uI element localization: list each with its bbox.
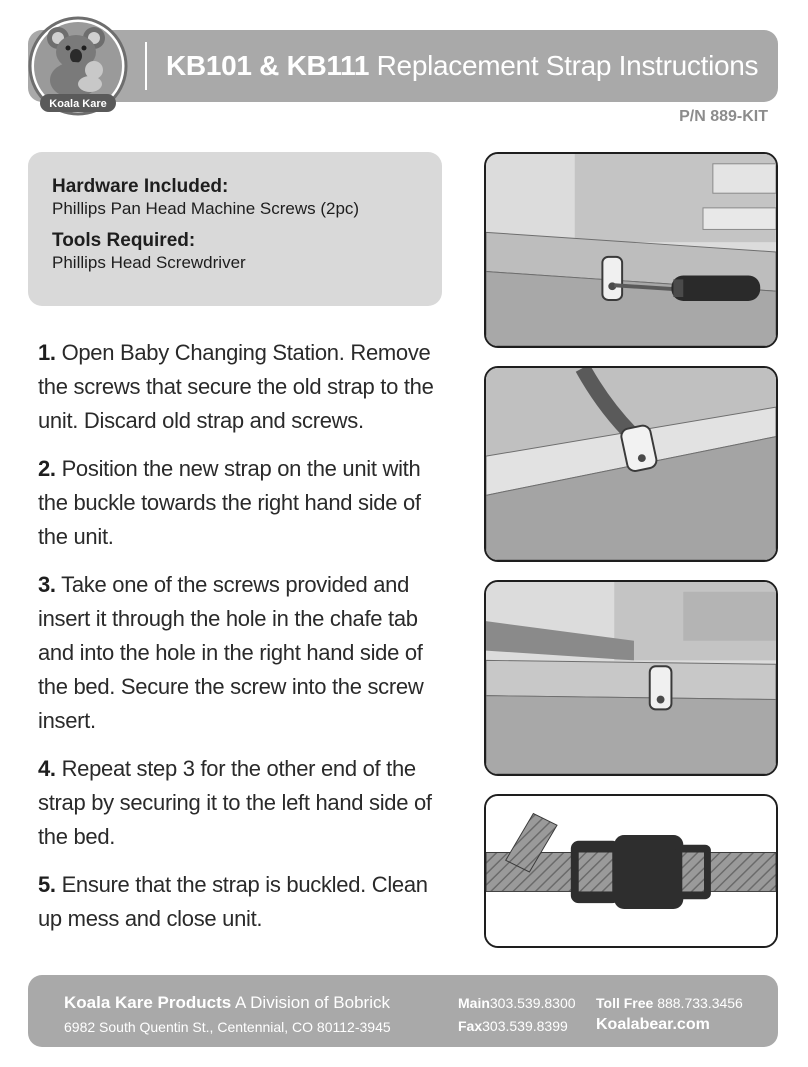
footer-address: 6982 South Quentin St., Centennial, CO 80112-3945 bbox=[64, 1019, 391, 1035]
unit-screwdriver-illustration bbox=[486, 154, 776, 346]
step-text: Take one of the screws provided and insert it through the hole in the chafe tab and into the hole in the right hand side of the bed. Secure the screw into the screw insert. bbox=[38, 572, 424, 733]
step-2 bbox=[38, 452, 438, 554]
footer-bar bbox=[28, 975, 778, 1047]
main-label: Main bbox=[458, 995, 490, 1011]
figure-step-5 bbox=[484, 794, 778, 948]
fax-value: 303.539.8399 bbox=[482, 1018, 568, 1034]
step-text: Repeat step 3 for the other end of the strap by securing it to the left hand side of the bed. bbox=[38, 756, 432, 849]
step-1 bbox=[38, 336, 438, 438]
header-divider bbox=[145, 42, 147, 90]
figure-step-3 bbox=[484, 580, 778, 776]
page-title bbox=[166, 50, 758, 82]
footer-fax bbox=[458, 1018, 568, 1034]
step-text: Position the new strap on the unit with the buckle towards the right hand side of the unit. bbox=[38, 456, 421, 549]
step-number: 3. bbox=[38, 572, 56, 597]
company-division: A Division of Bobrick bbox=[235, 993, 390, 1012]
step-number: 5. bbox=[38, 872, 56, 897]
hardware-included-heading: Hardware Included: bbox=[52, 176, 229, 197]
buckled-strap-illustration bbox=[486, 796, 776, 946]
amp-symbol: & bbox=[259, 50, 280, 81]
steps-list bbox=[38, 336, 438, 950]
toll-value: 888.733.3456 bbox=[657, 995, 743, 1011]
logo-text: Koala Kare bbox=[49, 98, 107, 110]
footer-company bbox=[64, 993, 390, 1013]
part-number: P/N 889-KIT bbox=[679, 108, 768, 125]
step-text: Open Baby Changing Station. Remove the screws that secure the old strap to the unit. Discard old strap and screws. bbox=[38, 340, 434, 433]
step-3 bbox=[38, 568, 438, 738]
screw-secured-illustration bbox=[486, 582, 776, 774]
step-number: 4. bbox=[38, 756, 56, 781]
footer-main-phone bbox=[458, 995, 576, 1011]
step-number: 2. bbox=[38, 456, 56, 481]
tools-required-text: Phillips Head Screwdriver bbox=[52, 253, 246, 272]
footer-website[interactable]: Koalabear.com bbox=[596, 1016, 710, 1033]
company-name: Koala Kare Products bbox=[64, 993, 232, 1012]
model-2: KB111 bbox=[286, 50, 370, 81]
strap-position-illustration bbox=[486, 368, 776, 560]
model-1: KB101 bbox=[166, 50, 252, 81]
hardware-box bbox=[28, 152, 442, 306]
footer-toll-free bbox=[596, 995, 743, 1011]
main-value: 303.539.8300 bbox=[489, 995, 576, 1011]
figure-step-2 bbox=[484, 366, 778, 562]
toll-label: Toll Free bbox=[596, 995, 654, 1011]
hardware-included-text: Phillips Pan Head Machine Screws (2pc) bbox=[52, 199, 360, 218]
title-text: Replacement Strap Instructions bbox=[376, 50, 759, 81]
tools-required-heading: Tools Required: bbox=[52, 230, 196, 251]
step-4 bbox=[38, 752, 438, 854]
step-number: 1. bbox=[38, 340, 56, 365]
koala-kare-logo bbox=[28, 14, 128, 118]
fax-label: Fax bbox=[458, 1018, 483, 1034]
figure-step-1 bbox=[484, 152, 778, 348]
step-text: Ensure that the strap is buckled. Clean up mess and close unit. bbox=[38, 872, 428, 931]
step-5 bbox=[38, 868, 438, 936]
